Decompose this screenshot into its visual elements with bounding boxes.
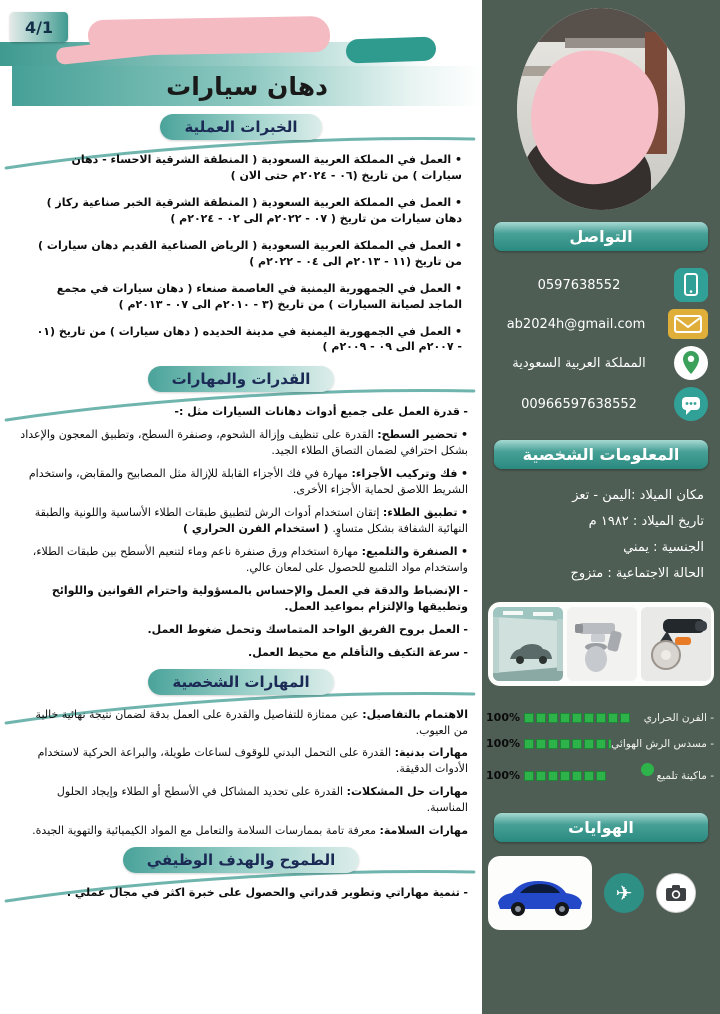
experience-list bbox=[12, 152, 470, 355]
personal-skill-item: مهارات بدنية: القدرة على التحمل البدني للوقوف لساعات طويلة، والبراعة الحركية لاستخدام الأدوات الدقيقة. bbox=[37, 746, 468, 776]
contact-row-phone bbox=[494, 268, 708, 302]
skill-bar bbox=[520, 771, 641, 781]
phone-icon bbox=[674, 268, 708, 302]
skill-label: - الفرن الحراري bbox=[643, 711, 714, 724]
skill-row-polisher bbox=[488, 763, 714, 788]
sports-car-image bbox=[488, 856, 592, 930]
info-marital-status: الحالة الاجتماعية : متزوج bbox=[570, 566, 704, 581]
skill-row-oven bbox=[488, 711, 714, 724]
profile-photo bbox=[517, 8, 685, 210]
ability-item: • تطبيق الطلاء: إتقان استخدام أدوات الرش لتطبيق طبقات الطلاء الأساسية واللونية والطبقة النهائية الشفافة بشكل متساوٍ. ( استخدام الفرن الحراري ) bbox=[34, 506, 468, 535]
equipment-images bbox=[488, 602, 714, 686]
section-experience bbox=[0, 114, 482, 355]
section-personal-skills bbox=[0, 669, 482, 840]
paint-booth-image bbox=[493, 607, 563, 681]
page-number-badge: 4/1 bbox=[10, 12, 68, 42]
personal-skills-heading: المهارات الشخصية bbox=[148, 669, 333, 695]
ability-item: - العمل بروح الفريق الواحد المتماسك وتحمل ضغوط العمل. bbox=[147, 622, 468, 636]
photo-building-edge bbox=[565, 38, 685, 48]
personal-skill-item: مهارات السلامة: معرفة تامة بممارسات السلامة والتعامل مع المواد الكيميائية والتهوية الجيدة. bbox=[32, 824, 468, 838]
experience-item: • العمل في الجمهورية اليمنية في العاصمة صنعاء ( دهان سيارات في مجمع الماجد لصيانة السيارات ) من تاريخ (٣ - ٢٠١٠م الى ٠٧ - ٢٠١٣م ) bbox=[56, 281, 462, 311]
contact-row-whatsapp bbox=[494, 387, 708, 421]
experience-heading: الخبرات العملية bbox=[160, 114, 321, 140]
personal-info-list bbox=[494, 477, 708, 592]
info-nationality: الجنسية : يمني bbox=[623, 540, 704, 555]
ability-item: - سرعة التكيف والتأقلم مع محيط العمل. bbox=[248, 645, 468, 659]
ability-item: - الإنضباط والدقة في العمل والإحساس بالمسؤولية واحترام القوانين واللوائح وتطبيقها والإلتزام بمواعيد العمل. bbox=[51, 583, 468, 613]
location-icon bbox=[674, 346, 708, 380]
personal-skills-list bbox=[12, 707, 470, 840]
job-title: دهان سيارات bbox=[166, 71, 328, 101]
experience-item: • العمل في المملكة العربية السعودية ( الرياض الصناعية القديم دهان سيارات ) من تاريخ (١١ - ٢٠١٣م الى ٠٤ - ٢٠٢٢م ) bbox=[38, 238, 462, 268]
objective-heading: الطموح والهدف الوظيفي bbox=[123, 847, 360, 873]
personal-info-heading: المعلومات الشخصية bbox=[494, 440, 708, 469]
airplane-glyph: ✈ bbox=[615, 881, 633, 905]
objective-item: - تنمية مهاراتي وتطوير قدراتي والحصول على خبرة اكثر في مجال عملي . bbox=[66, 886, 468, 900]
skill-label: - مسدس الرش الهوائي bbox=[611, 737, 714, 750]
phone-number: 0597638552 bbox=[537, 277, 621, 293]
ability-item: • تحضير السطح: القدرة على تنظيف وإزالة الشحوم، وصنفرة السطح، وتطبيق المعجون والإعداد بشكل احترافي لضمان التصاق الطلاء الجيد. bbox=[20, 428, 468, 458]
email-icon bbox=[668, 309, 708, 339]
job-title-band bbox=[12, 66, 482, 106]
skill-percent: 100% bbox=[486, 711, 520, 724]
email-address: ab2024h@gmail.com bbox=[506, 316, 646, 332]
skill-percent: 100% bbox=[486, 769, 520, 782]
ability-item: - قدرة العمل على جميع أدوات دهانات السيارات مثل :- bbox=[174, 405, 468, 419]
sidebar bbox=[482, 0, 720, 1014]
airplane-icon bbox=[604, 873, 644, 913]
skill-label: - ماكينة تلميع bbox=[656, 769, 714, 782]
ability-item: • الصنفرة والتلميع: مهارة استخدام ورق صنفرة ناعم وماء لتنعيم الأسطح بين طبقات الطلاء، واستخدام مواد التلميع للحصول على لمعان عالي. bbox=[32, 544, 468, 574]
experience-item: • العمل في المملكة العربية السعودية ( المنطقة الشرقية الاحساء - دهان سيارات ) من تاريخ (٠٦ - ٢٠٢٤م حتى الان ) bbox=[71, 153, 462, 182]
ability-item: • فك وتركيب الأجزاء: مهارة في فك الأجزاء القابلة للإزالة مثل المصابيح والمقابض، واستخدام الشريط اللاصق لحماية الأجزاء الأخرى. bbox=[28, 467, 468, 497]
info-birthdate: تاريخ الميلاد : ١٩٨٢ م bbox=[588, 514, 704, 529]
hobbies-heading: الهوايات bbox=[494, 813, 708, 842]
personal-skill-item: مهارات حل المشكلات: القدرة على تحديد المشاكل في الأسطح أو الطلاء وإيجاد الحلول المناسبة. bbox=[56, 785, 468, 815]
chat-icon bbox=[674, 387, 708, 421]
polisher-machine-image bbox=[641, 607, 711, 681]
experience-item: • العمل في الجمهورية اليمنية في مدينة الحديده ( دهان سيارات ) من تاريخ (٠١ - ٢٠٠٧م الى ٠٩ - ٢٠٠٩م ) bbox=[36, 324, 462, 354]
contact-row-email bbox=[494, 309, 708, 339]
objective-list bbox=[12, 885, 470, 901]
skill-row-spray-gun bbox=[488, 737, 714, 750]
section-abilities bbox=[0, 366, 482, 660]
spray-gun-image bbox=[567, 607, 637, 681]
skill-bar bbox=[520, 739, 611, 749]
whatsapp-number: 00966597638552 bbox=[521, 396, 637, 412]
contact-list bbox=[494, 261, 708, 428]
abilities-heading: القدرات والمهارات bbox=[148, 366, 335, 392]
camera-icon bbox=[656, 873, 696, 913]
skill-bars bbox=[488, 698, 714, 801]
info-birthplace: مكان الميلاد :اليمن - تعز bbox=[572, 488, 704, 503]
skill-percent: 100% bbox=[486, 737, 520, 750]
slider-dot bbox=[641, 763, 654, 776]
location-text: المملكة العربية السعودية bbox=[512, 355, 646, 371]
hobbies-row bbox=[488, 856, 714, 930]
section-objective bbox=[0, 847, 482, 901]
abilities-list bbox=[12, 404, 470, 660]
experience-item: • العمل في المملكة العربية السعودية ( المنطقة الشرقية الخبر صناعية ركاز ) دهان سيارات من تاريخ ( ٠٧ - ٢٠٢٢م الى ٠٢ - ٢٠٢٤م ) bbox=[46, 195, 462, 225]
green-redaction-blob bbox=[346, 36, 437, 63]
contact-heading: التواصل bbox=[494, 222, 708, 251]
personal-skill-item: الاهتمام بالتفاصيل: عين ممتازة للتفاصيل والقدرة على العمل بدقة لضمان نتيجة نهائية خالية من العيوب. bbox=[35, 707, 468, 737]
contact-row-location bbox=[494, 346, 708, 380]
top-banner bbox=[0, 0, 482, 66]
skill-bar bbox=[520, 713, 644, 723]
